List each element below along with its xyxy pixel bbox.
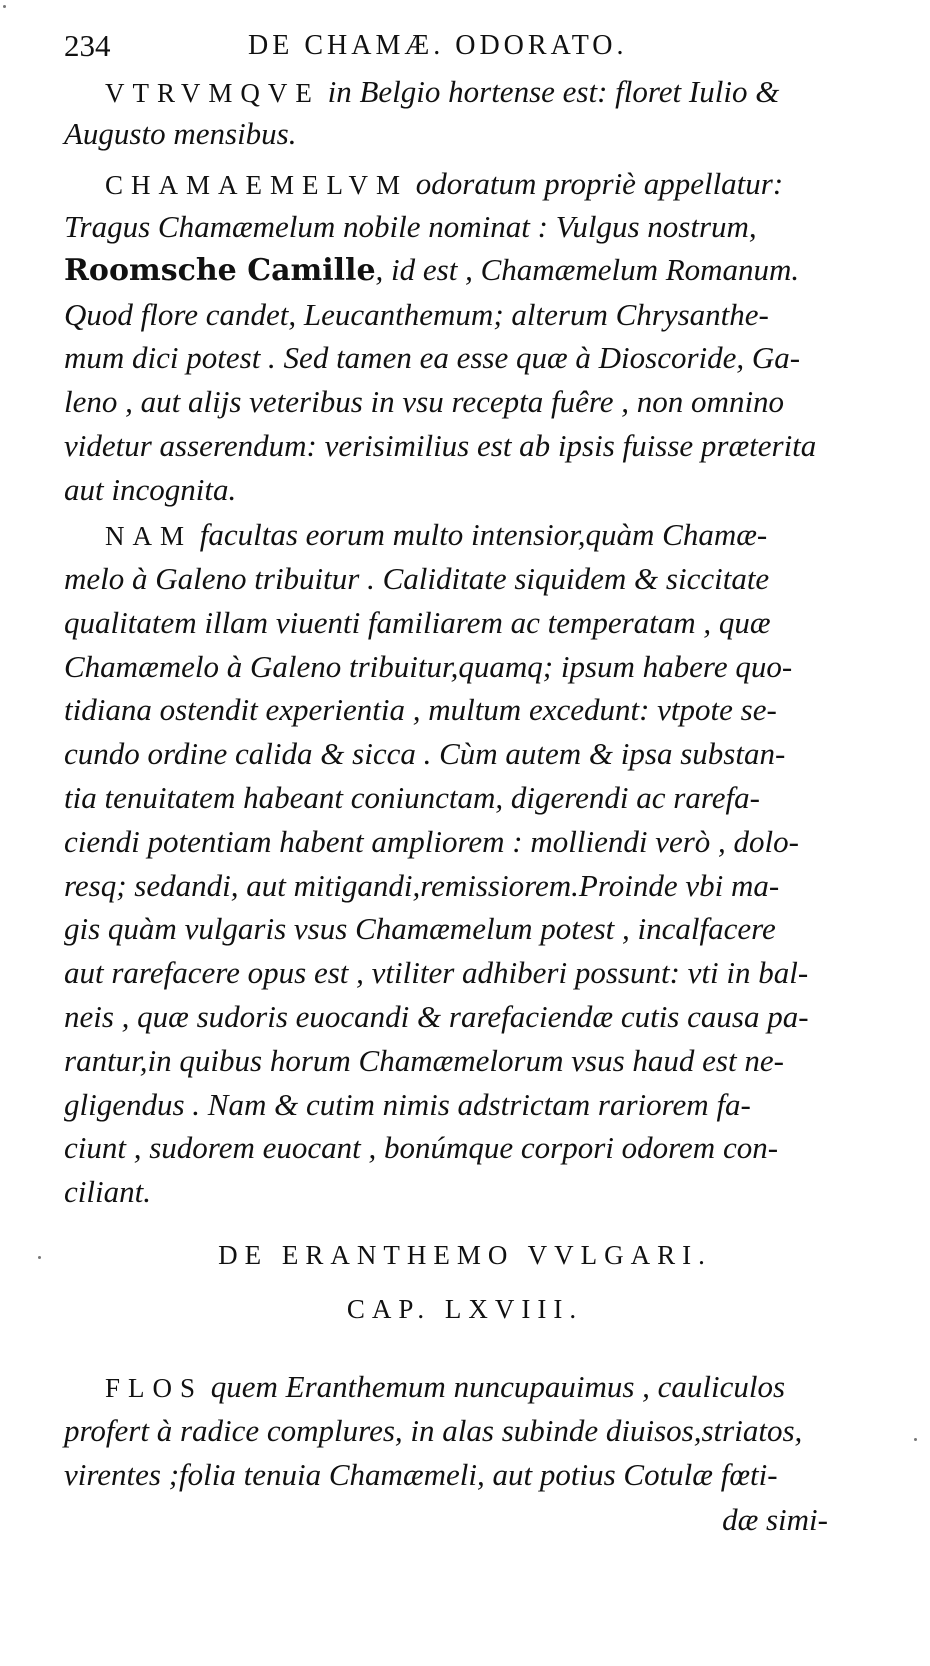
paragraph-2-line-6: leno , aut alijs veteribus in vsu recepta fuêre , non omnino bbox=[64, 384, 785, 419]
paragraph-3-initial: NAM bbox=[105, 521, 193, 551]
paragraph-2-line-3-text: , id est , Chamæmelum Romanum. bbox=[375, 252, 800, 287]
page-speck bbox=[914, 1438, 917, 1441]
paragraph-3-line-9: resq; sedandi, aut mitigandi,remissiorem.Proinde vbi ma- bbox=[64, 868, 780, 903]
paragraph-3-line-10: gis quàm vulgaris vsus Chamæmelum potest , incalfacere bbox=[64, 911, 776, 946]
blackletter-vernacular-name: Roomsche Camille bbox=[64, 253, 376, 288]
paragraph-1-line-2: Augusto mensibus. bbox=[64, 116, 297, 151]
catchword: dæ simi- bbox=[722, 1502, 828, 1537]
paragraph-3-line-13: rantur,in quibus horum Chamæmelorum vsus haud est ne- bbox=[64, 1043, 784, 1078]
paragraph-3-line-3: qualitatem illam viuenti familiarem ac temperatam , quæ bbox=[64, 605, 771, 640]
paragraph-3-line-15: ciunt , sudorem euocant , bonúmque corpori odorem con- bbox=[64, 1130, 779, 1165]
chapter-number: CAP. LXVIII. bbox=[346, 1294, 584, 1324]
paragraph-3-line-1 bbox=[105, 519, 767, 550]
paragraph-2-text: odoratum propriè appellatur: bbox=[408, 166, 784, 201]
paragraph-2-line-3 bbox=[64, 254, 799, 286]
paragraph-3-line-7: tia tenuitatem habeant coniunctam, digerendi ac rarefa- bbox=[64, 780, 760, 815]
paragraph-3-line-14: gligendus . Nam & cutim nimis adstrictam rariorem fa- bbox=[64, 1087, 751, 1122]
paragraph-1-text: in Belgio hortense est: floret Iulio & bbox=[319, 74, 780, 109]
paragraph-2-line-8: aut incognita. bbox=[64, 472, 237, 507]
paragraph-3-line-5: tidiana ostendit experientia , multum excedunt: vtpote se- bbox=[64, 692, 777, 727]
paragraph-2-line-2: Tragus Chamæmelum nobile nominat : Vulgus nostrum, bbox=[64, 209, 757, 244]
chapter-title: DE ERANTHEMO VVLGARI. bbox=[218, 1240, 712, 1270]
paragraph-3-line-4: Chamæmelo à Galeno tribuitur,quamq; ipsum habere quo- bbox=[64, 649, 793, 684]
paragraph-3-line-6: cundo ordine calida & sicca . Cùm autem & ipsa substan- bbox=[64, 736, 786, 771]
paragraph-2-initial: CHAMAEMELVM bbox=[105, 170, 409, 200]
paragraph-2-line-1 bbox=[105, 168, 783, 199]
paragraph-3-line-2: melo à Galeno tribuitur . Caliditate siquidem & siccitate bbox=[64, 561, 770, 596]
paragraph-4-line-1 bbox=[105, 1371, 785, 1402]
page-number: 234 bbox=[64, 28, 111, 63]
page-speck bbox=[38, 1256, 41, 1259]
paragraph-3-line-12: neis , quæ sudoris euocandi & rarefaciendæ cutis causa pa- bbox=[64, 999, 809, 1034]
page-header bbox=[64, 28, 884, 74]
paragraph-3-text: facultas eorum multo intensior,quàm Chamæ- bbox=[192, 517, 768, 552]
paragraph-1-initial: VTRVMQVE bbox=[105, 78, 320, 108]
paragraph-2-line-4: Quod flore candet, Leucanthemum; alterum Chrysanthe- bbox=[64, 297, 769, 332]
paragraph-1-line-1 bbox=[105, 76, 779, 107]
paragraph-4-initial: FLOS bbox=[105, 1373, 204, 1403]
page-speck bbox=[3, 5, 6, 8]
paragraph-3-line-16: ciliant. bbox=[64, 1174, 151, 1209]
paragraph-3-line-8: ciendi potentiam habent ampliorem : molliendi verò , dolo- bbox=[64, 824, 799, 859]
paragraph-4-text: quem Eranthemum nuncupauimus , cauliculos bbox=[203, 1369, 786, 1404]
paragraph-3-line-11: aut rarefacere opus est , vtiliter adhiberi possunt: vti in bal- bbox=[64, 955, 809, 990]
paragraph-2-line-7: videtur asserendum: verisimilius est ab ipsis fuisse præterita bbox=[64, 428, 817, 463]
paragraph-4-line-2: profert à radice complures, in alas subinde diuisos,striatos, bbox=[64, 1413, 803, 1448]
paragraph-4-line-3: virentes ;folia tenuia Chamæmeli, aut potius Cotulæ fœti- bbox=[64, 1457, 778, 1492]
paragraph-2-line-5: mum dici potest . Sed tamen ea esse quæ à Dioscoride, Ga- bbox=[64, 340, 801, 375]
running-head: DE CHAMÆ. ODORATO. bbox=[248, 30, 628, 61]
